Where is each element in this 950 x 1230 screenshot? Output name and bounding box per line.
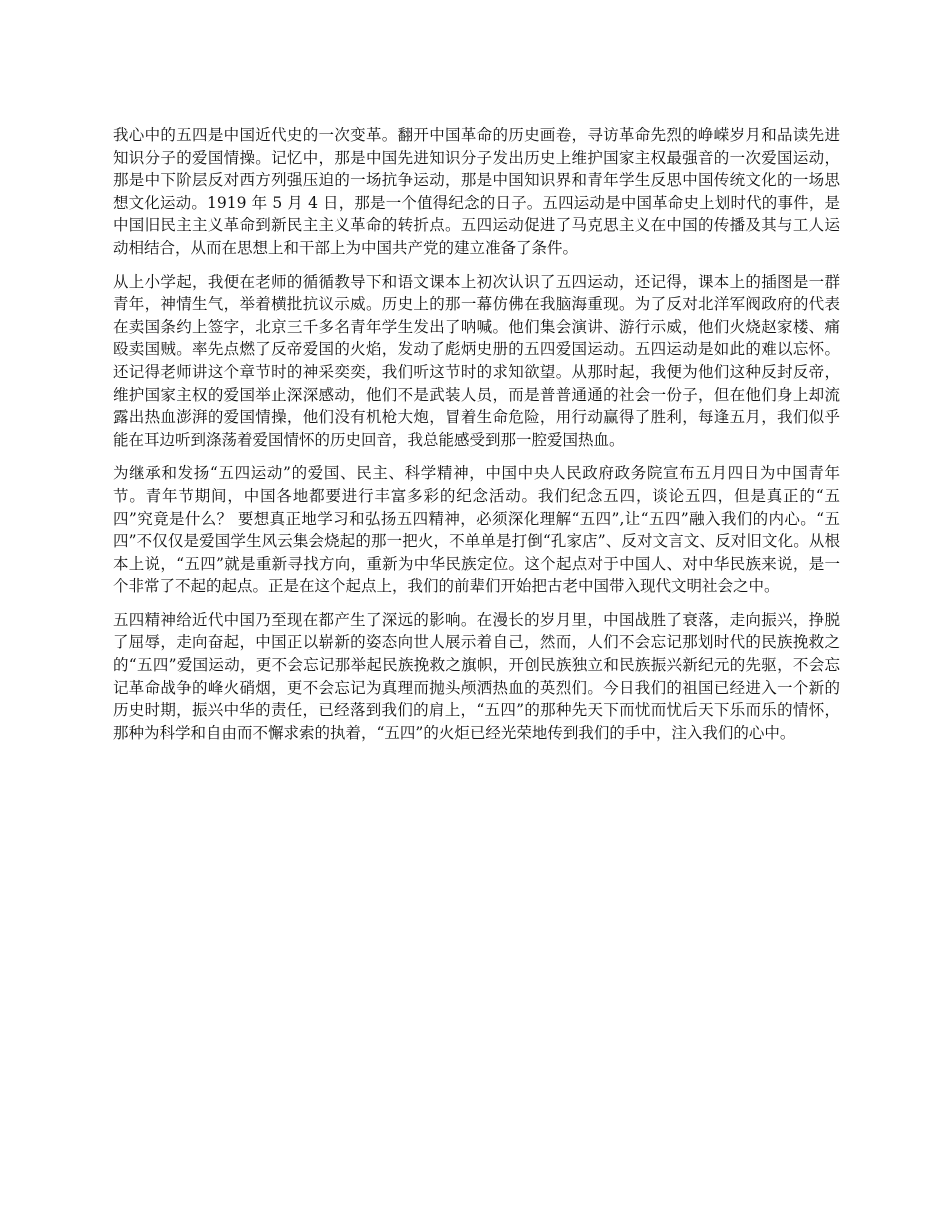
paragraph-4: 五四精神给近代中国乃至现在都产生了深远的影响。在漫长的岁月里，中国战胜了衰落，走向振兴，挣脱了屈辱，走向奋起，中国正以崭新的姿态向世人展示着自己，然而，人们不会忘记那划时代的民族挽救之的“五四”爱国运动，更不会忘记那举起民族挽救之旗帜，开创民族独立和民族振兴新纪元的先驱，不会忘记革命战争的峰火硝烟，更不会忘记为真理而抛头颅洒热血的英烈们。今日我们的祖国已经进入一个新的历史时期，振兴中华的责任，已经落到我们的肩上，“五四”的那种先天下而忧而忧后天下乐而乐的情怀，那种为科学和自由而不懈求索的执着，“五四”的火炬已经光荣地传到我们的手中，注入我们的心中。 [113,610,840,742]
document-body [113,124,840,755]
paragraph-2: 从上小学起，我便在老师的循循教导下和语文课本上初次认识了五四运动，还记得，课本上的插图是一群青年，神情生气，举着横批抗议示威。历史上的那一幕仿佛在我脑海重现。为了反对北洋军阀政府的代表在卖国条约上签字，北京三千多名青年学生发出了呐喊。他们集会演讲、游行示威，他们火烧赵家楼、痛殴卖国贼。率先点燃了反帝爱国的火焰，发动了彪炳史册的五四爱国运动。五四运动是如此的难以忘怀。还记得老师讲这个章节时的神采奕奕，我们听这节时的求知欲望。从那时起，我便为他们这种反封反帝，维护国家主权的爱国举止深深感动，他们不是武装人员，而是普普通通的社会一份子，但在他们身上却流露出热血澎湃的爱国情操，他们没有机枪大炮，冒着生命危险，用行动赢得了胜利，每逢五月，我们似乎能在耳边听到涤荡着爱国情怀的历史回音，我总能感受到那一腔爱国热血。 [113,272,840,449]
paragraph-3: 为继承和发扬“五四运动”的爱国、民主、科学精神，中国中央人民政府政务院宣布五月四日为中国青年节。青年节期间，中国各地都要进行丰富多彩的纪念活动。我们纪念五四，谈论五四，但是真正的“五四”究竟是什么？ 要想真正地学习和弘扬五四精神，必须深化理解“五四”,让“五四”融入我们的内心。“五四”不仅仅是爱国学生风云集会烧起的那一把火，不单单是打倒“孔家店”、反对文言文、反对旧文化。从根本上说，“五四”就是重新寻找方向，重新为中华民族定位。这个起点对于中国人、对中华民族来说，是一个非常了不起的起点。正是在这个起点上，我们的前辈们开始把古老中国带入现代文明社会之中。 [113,464,840,596]
paragraph-1: 我心中的五四是中国近代史的一次变革。翻开中国革命的历史画卷，寻访革命先烈的峥嵘岁月和品读先进知识分子的爱国情操。记忆中，那是中国先进知识分子发出历史上维护国家主权最强音的一次爱国运动，那是中下阶层反对西方列强压迫的一场抗争运动，那是中国知识界和青年学生反思中国传统文化的一场思想文化运动。1919 年 5 月 4 日，那是一个值得纪念的日子。五四运动是中国革命史上划时代的事件，是中国旧民主主义革命到新民主主义革命的转折点。五四运动促进了马克思主义在中国的传播及其与工人运动相结合，从而在思想上和干部上为中国共产党的建立准备了条件。 [113,126,840,257]
